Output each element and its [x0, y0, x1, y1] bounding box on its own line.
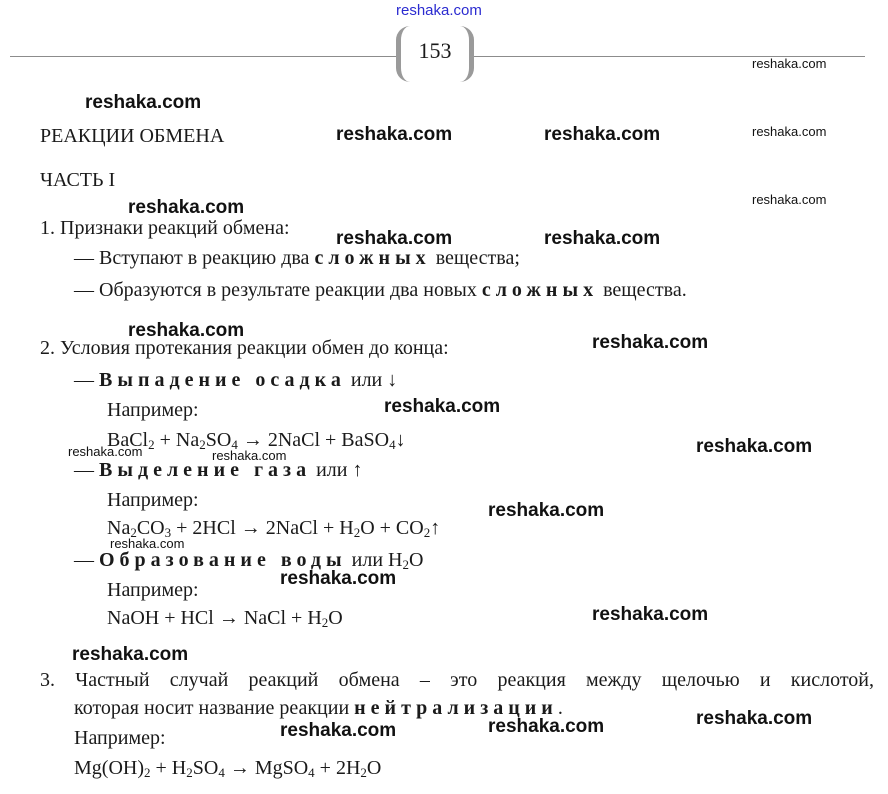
watermark: reshaka.com — [488, 716, 605, 737]
q2-c3-after: или H — [346, 549, 403, 571]
watermark: reshaka.com — [336, 124, 453, 145]
eq4-sub: 2 — [144, 765, 151, 780]
q2-title: 2. Условия протекания реакции обмен до конца: — [40, 337, 449, 359]
watermark: reshaka.com — [128, 320, 245, 341]
q3-example: Например: — [74, 727, 166, 749]
watermark: reshaka.com — [592, 332, 709, 353]
eq2-sub: 3 — [164, 525, 172, 540]
watermark: reshaka.com — [544, 124, 661, 145]
eq4-part: + 2H — [314, 757, 361, 779]
q2-c2-dash: — — [74, 459, 99, 481]
eq1-sub: 2 — [199, 437, 206, 452]
section-title: РЕАКЦИИ ОБМЕНА — [40, 125, 225, 147]
q2-c1-emph: Выпадение осадка — [99, 369, 346, 391]
q1-line2-before: — Образуются в результате реакции два новых — [74, 279, 482, 301]
q2-c2-emph: Выделение газа — [99, 459, 312, 481]
watermark: reshaka.com — [592, 604, 709, 625]
eq3-sub: 2 — [321, 615, 329, 630]
watermark: reshaka.com — [752, 192, 827, 207]
q1-line2-after: вещества. — [598, 279, 687, 301]
eq4-part: + H — [150, 757, 187, 779]
eq1-part: ↓ — [395, 429, 406, 451]
q1-line1 — [74, 246, 520, 270]
q2-c1-example: Например: — [107, 399, 199, 421]
eq1-part: SO — [205, 429, 232, 451]
watermark: reshaka.com — [488, 500, 605, 521]
watermark: reshaka.com — [696, 708, 813, 729]
q2-c2-after: или ↑ — [311, 459, 363, 481]
q2-c2-example: Например: — [107, 489, 199, 511]
equation-3 — [107, 606, 343, 630]
q1-line1-before: — Вступают в реакцию два — [74, 247, 315, 269]
eq1-part: → 2NaCl + BaSO — [237, 429, 390, 451]
eq4-sub: 2 — [360, 765, 367, 780]
watermark: reshaka.com — [696, 436, 813, 457]
q2-c1-after: или ↓ — [345, 369, 398, 391]
q2-condition-1 — [74, 368, 397, 392]
eq1-part: + Na — [154, 429, 200, 451]
eq2-sub: 2 — [130, 525, 137, 540]
eq4-part: → MgSO — [224, 757, 309, 779]
page-number: 153 — [418, 38, 452, 63]
equation-4 — [74, 756, 381, 780]
watermark-top: reshaka.com — [396, 2, 482, 19]
header-rule-left — [10, 56, 400, 57]
eq3-part: O — [328, 607, 343, 629]
q2-c3-example: Например: — [107, 579, 199, 601]
q2-c3-after-sub: 2 — [402, 557, 409, 572]
q2-c3-emph: Образование воды — [99, 549, 347, 571]
watermark: reshaka.com — [544, 228, 661, 249]
part-title: ЧАСТЬ I — [40, 169, 116, 191]
watermark: reshaka.com — [128, 197, 245, 218]
q1-line2-emph: сложных — [481, 279, 599, 301]
watermark: reshaka.com — [336, 228, 453, 249]
eq3-part: NaOH + HCl → NaCl + H — [107, 607, 322, 629]
eq2-part: CO — [136, 517, 165, 539]
q2-c3-after-end: O — [409, 549, 424, 571]
eq1-part: BaCl — [107, 429, 149, 451]
q1-title: 1. Признаки реакций обмена: — [40, 217, 290, 239]
eq2-sub: 2 — [353, 525, 361, 540]
eq2-part: Na — [107, 517, 131, 539]
watermark: reshaka.com — [72, 644, 189, 665]
watermark: reshaka.com — [280, 720, 397, 741]
eq4-sub: 4 — [308, 765, 315, 780]
eq4-part: SO — [192, 757, 219, 779]
eq2-sub: 2 — [423, 525, 431, 540]
watermark: reshaka.com — [110, 536, 185, 551]
q3-line2-after: . — [557, 697, 563, 719]
eq4-sub: 4 — [218, 765, 225, 780]
watermark: reshaka.com — [752, 124, 827, 139]
q1-line1-after: вещества; — [430, 247, 520, 269]
eq2-part: + 2HCl → 2NaCl + H — [171, 517, 354, 539]
q3-line2-emph: нейтрализации — [354, 697, 558, 719]
watermark: reshaka.com — [280, 568, 397, 589]
eq2-part: ↑ — [430, 517, 441, 539]
watermark: reshaka.com — [85, 92, 202, 113]
eq4-part: O — [366, 757, 382, 779]
q3-title: 3. Частный случай реакций обмена – это реакция между щелочью и кислотой, — [40, 669, 874, 691]
watermark: reshaka.com — [384, 396, 501, 417]
eq1-sub: 2 — [148, 437, 155, 452]
eq4-part: Mg(OH) — [74, 757, 144, 779]
eq2-part: O + CO — [360, 517, 424, 539]
eq4-sub: 2 — [186, 765, 193, 780]
q2-c3-dash: — — [74, 549, 99, 571]
q1-line1-emph: сложных — [314, 247, 431, 269]
q3-line2-before: которая носит название реакции — [74, 697, 355, 719]
eq1-sub: 4 — [389, 437, 396, 452]
q2-c1-dash: — — [74, 369, 99, 391]
page-number-frame — [396, 26, 474, 82]
watermark: reshaka.com — [212, 448, 287, 463]
watermark: reshaka.com — [68, 444, 143, 459]
eq1-sub: 4 — [231, 437, 238, 452]
watermark: reshaka.com — [752, 56, 827, 71]
q1-line2 — [74, 278, 687, 302]
